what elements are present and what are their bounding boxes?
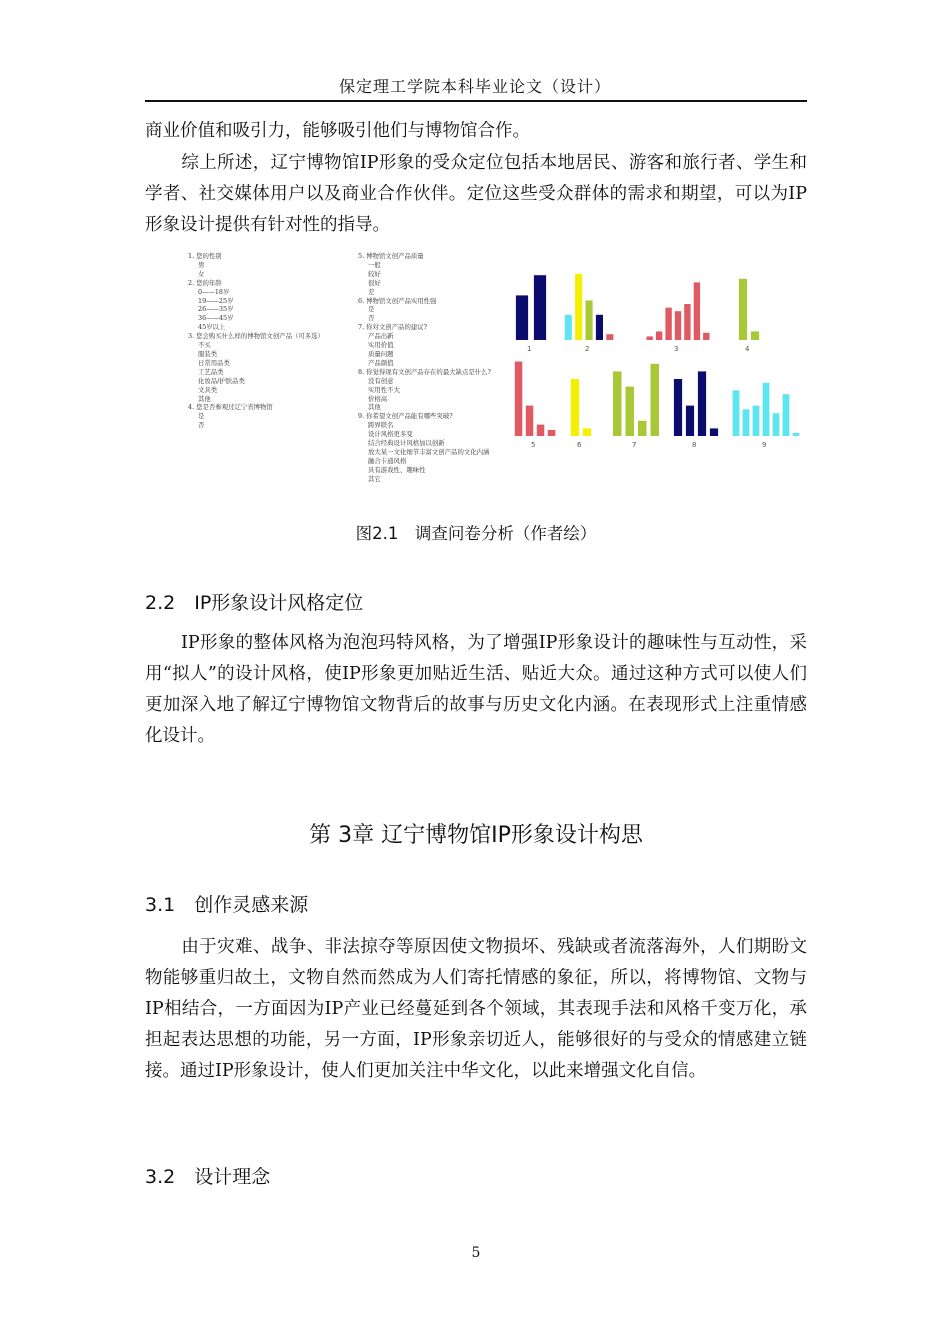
chart-index-label: 2 (585, 345, 590, 353)
survey-option: 其他 (368, 403, 381, 412)
bar (793, 433, 800, 436)
bar (751, 331, 759, 340)
survey-option: 跨界联名 (368, 421, 394, 430)
chart-index-label: 8 (692, 441, 697, 449)
bar (656, 331, 662, 340)
bar (753, 406, 760, 436)
bar (596, 315, 603, 340)
survey-option: 日常用品类 (198, 358, 230, 367)
bar (565, 315, 572, 340)
bar-chart-3 (647, 282, 710, 353)
bar-chart-5 (515, 362, 556, 450)
bar-chart-4 (739, 279, 759, 353)
bar (534, 275, 546, 340)
survey-option: 结合经典设计风格加以创新 (368, 439, 445, 448)
survey-option: 一般 (368, 260, 381, 269)
survey-question: 5. 博物馆文创产品质量 (358, 252, 424, 260)
bar (571, 379, 579, 436)
bar (710, 428, 718, 436)
bar (763, 383, 770, 436)
bar (515, 362, 523, 437)
bar-chart-1 (516, 275, 546, 353)
survey-option: 工艺品类 (198, 367, 224, 376)
bar (606, 334, 613, 340)
survey-option: 是 (368, 305, 375, 314)
chart-index-label: 9 (762, 441, 767, 449)
survey-option: 26——35岁 (198, 305, 234, 314)
bar (694, 282, 700, 340)
section-heading-3-1: 3.1 创作灵感来源 (145, 894, 309, 916)
paragraph-continuation: 商业价值和吸引力，能够吸引他们与博物馆合作。 (145, 121, 530, 141)
survey-question: 3. 您会购买什么样的博物馆文创产品（可多选） (188, 332, 324, 341)
paragraph-summary-text: 综上所述，辽宁博物馆IP形象的受众定位包括本地居民、游客和旅行者、学生和学者、社交媒体用户以及商业合作伙伴。定位这些受众群体的需求和期望，可以为IP形象设计提供有针对性的指导。 (145, 153, 807, 235)
bar (516, 295, 528, 340)
survey-option: 是 (198, 412, 205, 421)
bar (733, 390, 740, 436)
survey-question: 4. 您是否参观过辽宁省博物馆 (188, 403, 273, 412)
figure-caption: 图2.1 调查问卷分析（作者绘） (355, 524, 597, 543)
running-header: 保定理工学院本科毕业论文（设计） (338, 77, 611, 96)
paragraph-inspiration-text: 由于灾难、战争、非法掠夺等原因使文物损坏、残缺或者流落海外，人们期盼文物能够重归故土，文物自然而然成为人们寄托情感的象征，所以，将博物馆、文物与IP相结合，一方面因为IP产业已经蔓延到各个领域，其表现手法和风格千变万化，承担起表达思想的功能，另一方面，IP形象亲切近人，能够很好的与受众的情感建立链接。通过IP形象设计，使人们更加关注中华文化，以此来增强文化自信。 (145, 937, 807, 1081)
survey-option: 较好 (368, 269, 381, 278)
bar (526, 406, 534, 436)
survey-option: 45岁以上 (198, 323, 226, 332)
bar (548, 430, 556, 436)
survey-option: 化妆品/护肤品类 (198, 376, 245, 385)
paragraph-inspiration (145, 932, 807, 1087)
survey-option: 否 (198, 421, 205, 430)
survey-option: 设计风格更多变 (368, 430, 413, 439)
survey-question: 8. 你觉得现有文创产品存在的最大缺点是什么? (358, 367, 491, 376)
survey-option: 价格高 (368, 394, 388, 403)
bar (651, 364, 660, 436)
survey-option: 融合卡通风格 (368, 456, 407, 465)
bar-chart-6 (571, 379, 591, 449)
bar (743, 409, 750, 436)
survey-option: 19——25岁 (198, 296, 234, 305)
survey-option: 质量问题 (368, 349, 394, 358)
bar (586, 300, 593, 340)
bar (537, 425, 545, 436)
survey-option: 产品出新 (368, 332, 394, 341)
survey-question: 9. 你希望文创产品能有哪些突破? (358, 412, 453, 421)
bar-chart-9 (733, 383, 800, 449)
survey-option: 0——18岁 (198, 287, 230, 296)
bar (703, 333, 709, 340)
page-number: 5 (471, 1245, 481, 1261)
bar (686, 406, 694, 436)
survey-questions-right (358, 252, 491, 484)
survey-option: 36——45岁 (198, 314, 234, 323)
survey-question: 6. 博物馆文创产品实用性强 (358, 296, 437, 305)
bar (613, 371, 622, 436)
bar (583, 428, 591, 436)
survey-option: 文具类 (198, 385, 218, 394)
survey-question: 2. 您的年龄 (188, 278, 222, 287)
chart-index-label: 1 (527, 345, 532, 353)
paragraph-style-text: IP形象的整体风格为泡泡玛特风格，为了增强IP形象设计的趣味性与互动性，采用“拟人”的设计风格，使IP形象更加贴近生活、贴近大众。通过这种方式可以使人们更加深入地了解辽宁博物馆文物背后的故事与历史文化内涵。在表现形式上注重情感化设计。 (145, 633, 807, 746)
survey-option: 女 (198, 269, 205, 278)
header-rule (145, 100, 807, 102)
chart-index-label: 6 (577, 441, 582, 449)
survey-option: 实用性不大 (368, 385, 400, 394)
survey-option: 男 (198, 260, 205, 269)
survey-option: 实用价值 (368, 341, 394, 350)
survey-question: 7. 你对文创产品的建议? (358, 323, 428, 332)
paragraph-summary (145, 148, 807, 241)
paragraph-style (145, 628, 807, 752)
survey-option: 产品颜值 (368, 358, 394, 367)
section-heading-3-2: 3.2 设计理念 (145, 1166, 271, 1188)
survey-option: 差 (368, 287, 375, 296)
survey-option: 没有创意 (368, 376, 394, 385)
bar (684, 304, 690, 340)
bar (626, 387, 635, 436)
survey-option: 其他 (198, 394, 211, 403)
survey-option: 其它 (368, 474, 381, 483)
bar (698, 371, 706, 436)
chart-index-label: 5 (531, 441, 536, 449)
bar (783, 394, 790, 436)
bar (647, 336, 653, 340)
bar (675, 311, 681, 340)
survey-option: 服装类 (198, 349, 218, 358)
survey-option: 很好 (368, 278, 381, 287)
survey-option: 否 (368, 314, 375, 323)
bar (739, 279, 747, 340)
section-heading-2-2: 2.2 IP形象设计风格定位 (145, 592, 364, 614)
bar (773, 413, 780, 436)
survey-option: 放大某一文化细节丰富文创产品的文化内涵 (368, 447, 490, 456)
survey-question: 1. 您的性别 (188, 252, 222, 260)
bar (575, 274, 582, 340)
bar-chart-7 (613, 364, 659, 449)
chapter-title: 第 3章 辽宁博物馆IP形象设计构思 (309, 823, 643, 848)
survey-questions-left (188, 252, 324, 430)
bar-chart-2 (565, 274, 614, 353)
survey-bar-charts (505, 255, 805, 465)
bar (674, 379, 682, 436)
bar (665, 308, 671, 340)
chart-index-label: 4 (745, 345, 750, 353)
bar-chart-8 (674, 371, 718, 449)
chart-index-label: 7 (632, 441, 637, 449)
survey-option: 具有游戏性、趣味性 (368, 465, 426, 474)
chart-index-label: 3 (674, 345, 679, 353)
bar (638, 421, 647, 436)
survey-option: 不买 (198, 341, 211, 350)
